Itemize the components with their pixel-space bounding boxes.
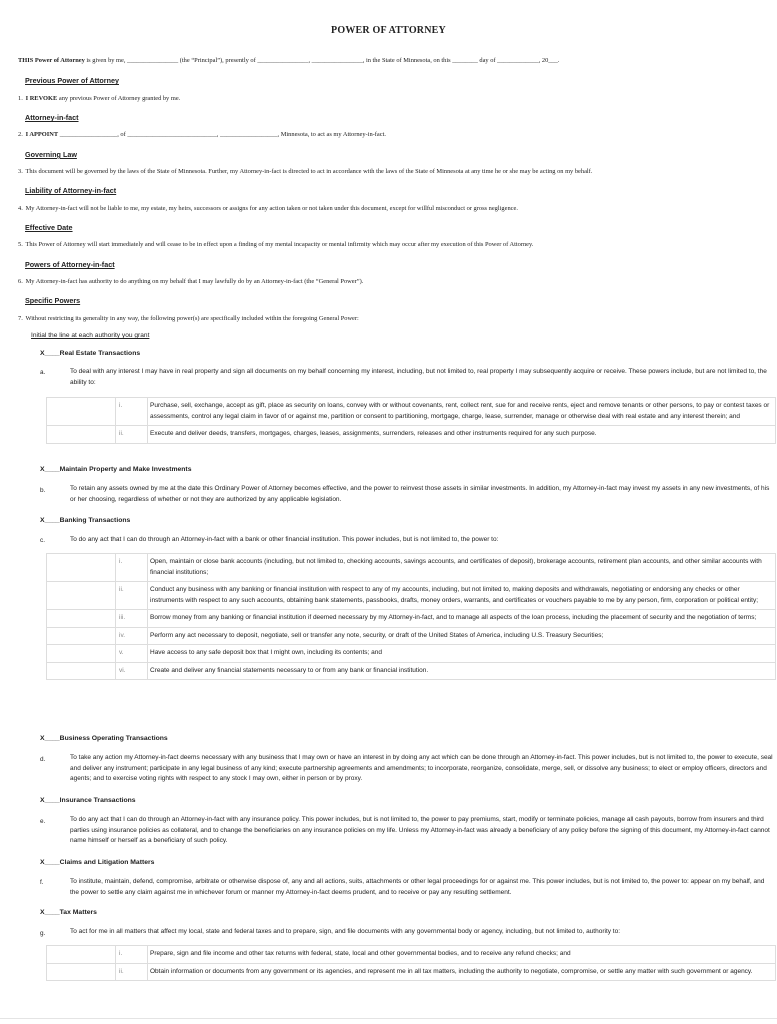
power-text-investments: To retain any assets owned by me at the date this Ordinary Power of Attorney becomes effective, and the power to reinvest those assets in similar investments. In addition, my Attorney-in-fact may invest my assets in any new investments, of his or her choosing, regardless of whether or not they are authorized by any applicable legislation. (70, 485, 770, 503)
item-number: vi. (116, 662, 148, 680)
power-letter: e. (40, 818, 46, 825)
clause-3: 3. This document will be governed by the laws of the State of Minnesota. Further, my Attorney-in-fact is directed to act in accordance with the laws of the State of Minnesota at any time he or she may be acting on my behalf. (18, 168, 593, 175)
heading-governing-law: Governing Law (25, 150, 77, 159)
table-row (47, 426, 776, 444)
clause-1: 1. I REVOKE any previous Power of Attorney granted by me. (18, 95, 181, 102)
power-letter: c. (40, 537, 45, 544)
heading-liability: Liability of Attorney-in-fact (25, 186, 117, 195)
power-items-tax (46, 945, 776, 981)
initial-cell (47, 554, 116, 582)
power-letter: d. (40, 756, 46, 763)
table-row (47, 554, 776, 582)
power-text-claims: To institute, maintain, defend, compromise, arbitrate or otherwise dispose of, any and all actions, suits, attachments or other legal proceedings for or against me. This power includes, but is not limited to, the power to: appear on my behalf, and the power to settle any claim against me in whichever forum or manner my Attorney-in-fact deems prudent, and to receive or pay any resulting settlement. (70, 878, 765, 896)
power-text-business: To take any action my Attorney-in-fact deems necessary with any business that I may own or have an interest in by doing any act which can be done through an Attorney-in-fact. This power includes, but is not limited to, the power to execute, seal and deliver any instrument; participate in any legal business of any kind; execute partnership agreements and amendments; to incorporate, reorganize, consolidate, merge, sell, or dissolve any business; to elect or employ officers, directors and agents; and to exercise voting rights with respect to any stock I may own, either in person or by proxy. (70, 754, 773, 782)
initial-cell (47, 582, 116, 610)
item-text: Conduct any business with any banking or financial institution with respect to any of my accounts, including, but not limited to, making deposits and withdrawals, negotiating or endorsing any checks or other instruments with respect to any such accounts, obtaining bank statements, passbooks, drafts, money orders, warrants, and certificates or vouchers payable to me by any person, firm, corporation or political entity; (148, 582, 776, 610)
power-text-insurance: To do any act that I can do through an Attorney-in-fact with any insurance policy. This power includes, but is not limited to, the power to pay premiums, start, modify or terminate policies, manage all cash payouts, borrow from insurers and third parties using insurance policies as collateral, and to change the beneficiaries on any insurance policies on my life. Unless my Attorney-in-fact was already a beneficiary of any policy before the signing of this document, my Attorney-in-fact cannot name himself or herself as a beneficiary of such policy. (70, 816, 770, 844)
power-letter: g. (40, 930, 46, 937)
heading-attorney-in-fact: Attorney-in-fact (25, 113, 79, 122)
heading-specific-powers: Specific Powers (25, 296, 81, 305)
intro-lead: THIS Power of Attorney (18, 57, 85, 64)
power-heading-business: X____Business Operating Transactions (40, 735, 168, 742)
table-row (47, 662, 776, 680)
item-number: v. (116, 645, 148, 663)
heading-powers: Powers of Attorney-in-fact (25, 260, 115, 269)
item-text: Purchase, sell, exchange, accept as gift, place as security on loans, convey with or without covenants, rent, collect rent, sue for and receive rents, eject and remove tenants or other persons, to pay or contest taxes or assessments, control any legal claim in favor of or against me, partition or consent to partitioning, mortgage, charge, lease, surrender, manage or otherwise deal with real estate and any interest therein; and (148, 398, 776, 426)
clause-6: 6. My Attorney-in-fact has authority to do anything on my behalf that I may lawfully do by an Attorney-in-fact (the “General Power”). (18, 278, 364, 285)
item-text: Execute and deliver deeds, transfers, mortgages, charges, leases, assignments, surrenders, releases and other instruments required for any such purpose. (148, 426, 776, 444)
intro-line (18, 57, 768, 64)
item-text: Have access to any safe deposit box that I might own, including its contents; and (148, 645, 776, 663)
clause-4: 4. My Attorney-in-fact will not be liable to me, my estate, my heirs, successors or assigns for any action taken or not taken under this document, except for willful misconduct or gross negligence. (18, 205, 518, 212)
power-letter: b. (40, 487, 46, 494)
item-number: i. (116, 398, 148, 426)
power-letter: a. (40, 369, 46, 376)
item-text: Create and deliver any financial statements necessary to or from any bank or financial institution. (148, 662, 776, 680)
power-heading-real-estate: X____Real Estate Transactions (40, 350, 141, 357)
heading-effective-date: Effective Date (25, 223, 73, 232)
power-items-banking (46, 553, 776, 680)
initial-cell (47, 963, 116, 981)
clause-2: 2. I APPOINT __________________, of ____________________________, __________________, Minnesota, to act as my Attorney-in-fact. (18, 131, 386, 138)
power-heading-claims: X____Claims and Litigation Matters (40, 859, 155, 866)
power-text-banking: To do any act that I can do through an Attorney-in-fact with a bank or other financial institution. This power includes, but is not limited to, the power to: (70, 536, 499, 543)
table-row (47, 963, 776, 981)
table-row (47, 610, 776, 628)
power-letter: f. (40, 879, 44, 886)
page-bottom-divider (0, 1018, 777, 1019)
item-number: i. (116, 554, 148, 582)
table-row (47, 645, 776, 663)
clause-5: 5. This Power of Attorney will start immediately and will cease to be in effect upon a finding of my mental incapacity or mental infirmity which may occur after my execution of this Power of Attorney. (18, 241, 534, 248)
initial-cell (47, 398, 116, 426)
initial-cell (47, 627, 116, 645)
item-text: Prepare, sign and file income and other tax returns with federal, state, local and other governmental bodies, and to receive any refund checks; and (148, 946, 776, 964)
initial-instruction: Initial the line at each authority you grant (31, 332, 150, 339)
intro-text: is given by me, ________________ (the “Principal”), presently of ________________, ________________, in the State of Minnesota, on this ________ day of _____________, 20___. (84, 57, 560, 64)
power-text-real-estate: To deal with any interest I may have in real property and sign all documents on my behalf concerning my interest, including, but not limited to, real property I may subsequently acquire or receive. These powers include, but are not limited to, the ability to: (70, 368, 767, 386)
item-number: iii. (116, 610, 148, 628)
document-title: POWER OF ATTORNEY (331, 25, 446, 36)
item-text: Obtain information or documents from any government or its agencies, and represent me in all tax matters, including the authority to negotiate, compromise, or settle any matter with such government or agency. (148, 963, 776, 981)
item-text: Open, maintain or close bank accounts (including, but not limited to, checking accounts, savings accounts, and certificates of deposit), brokerage accounts, retirement plan accounts, and other similar accounts with financial institutions; (148, 554, 776, 582)
item-text: Borrow money from any banking or financial institution if deemed necessary by my Attorney-in-fact, and to manage all aspects of the loan process, including the placement of security and the negotiation of terms; (148, 610, 776, 628)
table-row (47, 582, 776, 610)
item-text: Perform any act necessary to deposit, negotiate, sell or transfer any note, security, or draft of the United States of America, including U.S. Treasury Securities; (148, 627, 776, 645)
table-row (47, 627, 776, 645)
power-items-real-estate (46, 397, 776, 444)
power-heading-banking: X____Banking Transactions (40, 517, 131, 524)
power-heading-insurance: X____Insurance Transactions (40, 797, 136, 804)
initial-cell (47, 426, 116, 444)
initial-cell (47, 662, 116, 680)
heading-previous-power: Previous Power of Attorney (25, 76, 119, 85)
initial-cell (47, 610, 116, 628)
power-text-tax: To act for me in all matters that affect my local, state and federal taxes and to prepare, sign, and file documents with any governmental body or agency, including, but not limited to, authority to: (70, 928, 621, 935)
item-number: i. (116, 946, 148, 964)
item-number: ii. (116, 426, 148, 444)
power-heading-tax: X____Tax Matters (40, 909, 97, 916)
clause-7: 7. Without restricting its generality in any way, the following power(s) are specifically included within the foregoing General Power: (18, 315, 359, 322)
initial-cell (47, 946, 116, 964)
table-row (47, 946, 776, 964)
initial-cell (47, 645, 116, 663)
table-row (47, 398, 776, 426)
item-number: ii. (116, 963, 148, 981)
item-number: iv. (116, 627, 148, 645)
item-number: ii. (116, 582, 148, 610)
power-heading-investments: X____Maintain Property and Make Investments (40, 466, 192, 473)
